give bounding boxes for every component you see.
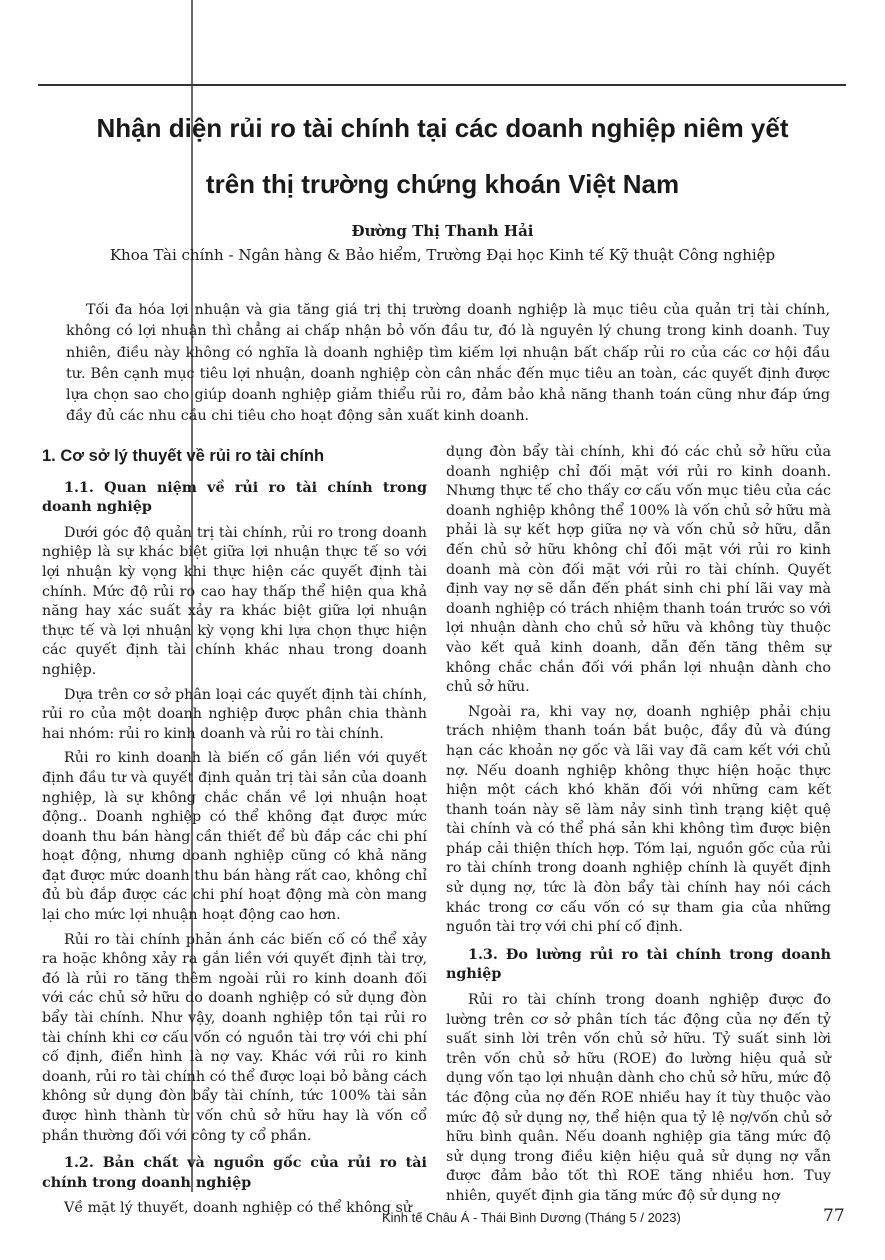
- paragraph-continued: dụng đòn bẩy tài chính, khi đó các chủ sở hữu của doanh nghiệp chỉ đối mặt với rủi ro kinh doanh. Nhưng thực tế cho thấy cơ cấu vốn mục tiêu của các doanh nghiệp không thể 100% là vốn chủ sở hữu mà phải là sự kết hợp giữa nợ và vốn chủ sở hữu, dẫn đến chủ sở hữu không chỉ đối mặt với rủi ro kinh doanh mà còn đối mặt với rủi ro tài chính. Quyết định vay nợ sẽ dẫn đến phát sinh chi phí lãi vay mà doanh nghiệp có trách nhiệm thanh toán trước so với lợi nhuận dành cho chủ sở hữu và không tùy thuộc vào kết quả kinh doanh, dẫn đến tăng thêm sự không chắc chắn đối với phần lợi nhuận dành cho chủ sở hữu.: [446, 444, 831, 696]
- top-rule: [38, 84, 846, 86]
- abstract: Tối đa hóa lợi nhuận và gia tăng giá trị thị trường doanh nghiệp là mục tiêu của quản trị tài chính, không có lợi nhuận thì chẳng ai chấp nhận bỏ vốn đầu tư, đó là nguyên lý chung trong kinh doanh. Tuy nhiên, điều này không có nghĩa là doanh nghiệp tìm kiếm lợi nhuận bất chấp rủi ro của các cơ hội đầu tư. Bên cạnh mục tiêu lợi nhuận, doanh nghiệp còn cân nhắc đến mục tiêu an toàn, các quyết định được lựa chọn sao cho giúp doanh nghiệp giảm thiểu rủi ro, đảm bảo khả năng thanh toán cũng như đáp ứng đầy đủ các nhu cầu chi tiêu cho hoạt động sản xuất kinh doanh.: [66, 302, 830, 425]
- paragraph: Rủi ro tài chính phản ánh các biến cố có thể xảy ra hoặc không xảy ra gắn liền với quyết định tài trợ, đó là rủi ro tăng thêm ngoài rủi ro kinh doanh đối với các chủ sở hữu do doanh nghiệp có sử dụng đòn bẩy tài chính. Như vậy, doanh nghiệp tồn tại rủi ro tài chính khi cơ cấu vốn có nguồn tài trợ với chi phí cố định, điển hình là nợ vay. Khác với rủi ro kinh doanh, rủi ro tài chính có thể được loại bỏ bằng cách không sử dụng đòn bẩy tài chính, tức 100% tài sản được hình thành từ vốn chủ sở hữu hay là vốn cổ phần thường đối với công ty cổ phần.: [42, 931, 427, 1144]
- paragraph: Rủi ro tài chính trong doanh nghiệp được đo lường trên cơ sở phân tích tác động của nợ đến tỷ suất sinh lời trên vốn chủ sở hữu. Tỷ suất sinh lời trên vốn chủ sở hữu (ROE) đo lường hiệu quả sử dụng vốn tạo lợi nhuận dành cho chủ sở hữu, mức độ tác động của nợ đến ROE nhiều hay ít tùy thuộc vào mức độ sử dụng nợ, thể hiện qua tỷ lệ nợ/vốn chủ sở hữu bình quân. Nếu doanh nghiệp gia tăng mức độ sử dụng trong điều kiện hiệu quả sử dụng nợ vẫn được đảm bảo tốt thì ROE tăng nhiều hơn. Tuy nhiên, quyết định gia tăng mức độ sử dụng nợ: [446, 992, 831, 1204]
- paragraph: Rủi ro kinh doanh là biến cố gắn liền với quyết định đầu tư và quyết định quản trị tài sản của doanh nghiệp, là sự không chắc chắn về lợi nhuận hoạt động.. Doanh nghiệp có thể không đạt được mức doanh thu bán hàng cần thiết để bù đắp các chi phí hoạt động, nhưng doanh nghiệp cũng có khả năng đạt được mức doanh thu bán hàng rất cao, không chỉ đủ bù đắp được các chi phí hoạt động mà còn mang lại cho mức lợi nhuận hoạt động cao hơn.: [42, 750, 427, 924]
- page-number: 77: [823, 1206, 845, 1226]
- title-line-2: trên thị trường chứng khoán Việt Nam: [205, 169, 680, 199]
- subsection-1-3-heading: 1.3. Đo lường rủi ro tài chính trong doanh nghiệp: [446, 946, 831, 983]
- paragraph: Dựa trên cơ sở phân loại các quyết định tài chính, rủi ro của một doanh nghiệp được phân chia thành hai nhóm: rủi ro kinh doanh và rủi ro tài chính.: [42, 686, 427, 742]
- paragraph: Ngoài ra, khi vay nợ, doanh nghiệp phải chịu trách nhiệm thanh toán bắt buộc, đầy đủ và đúng hạn các khoản nợ gốc và lãi vay đã cam kết với chủ nợ. Nếu doanh nghiệp không thực hiện hoặc thực hiện một cách khó khăn đối với những cam kết thanh toán này sẽ làm nảy sinh tình trạng kiệt quệ tài chính và có thể phá sản khi không tìm được biện pháp cải thiện thích hợp. Tóm lại, nguồn gốc của rủi ro tài chính trong doanh nghiệp chính là quyết định sử dụng nợ, tức là đòn bẩy tài chính hay nói cách khác trong cơ cấu vốn có sự tham gia của những nguồn tài trợ với chi phí cố định.: [446, 703, 831, 936]
- author-affiliation: Khoa Tài chính - Ngân hàng & Bảo hiểm, Trường Đại học Kinh tế Kỹ thuật Công nghiệp: [109, 246, 776, 264]
- left-column: [42, 443, 427, 1224]
- section-1-heading: 1. Cơ sở lý thuyết về rủi ro tài chính: [42, 447, 325, 465]
- subsection-1-1-heading: 1.1. Quan niệm về rủi ro tài chính trong doanh nghiệp: [42, 479, 427, 516]
- article-title: [40, 100, 845, 212]
- paragraph: Dưới góc độ quản trị tài chính, rủi ro trong doanh nghiệp là sự khác biệt giữa lợi nhuận thực tế so với lợi nhuận kỳ vọng khi thực hiện các quyết định tài chính. Mức độ rủi ro cao hay thấp thể hiện qua khả năng hay xác suất xảy ra khác biệt giữa lợi nhuận thực tế và lợi nhuận kỳ vọng khi lựa chọn thực hiện các quyết định tài chính khác nhau trong doanh nghiệp.: [42, 524, 427, 678]
- paragraph: Về mặt lý thuyết, doanh nghiệp có thể không sử: [64, 1200, 413, 1217]
- author-name: Đường Thị Thanh Hải: [351, 222, 534, 240]
- right-column: [446, 443, 831, 1212]
- subsection-1-2-heading: 1.2. Bản chất và nguồn gốc của rủi ro tài chính trong doanh nghiệp: [42, 1155, 427, 1191]
- journal-footer: Kinh tế Châu Á - Thái Bình Dương (Tháng 5 / 2023): [382, 1210, 681, 1225]
- title-line-1: Nhận diện rủi ro tài chính tại các doanh nghiệp niêm yết: [96, 113, 789, 143]
